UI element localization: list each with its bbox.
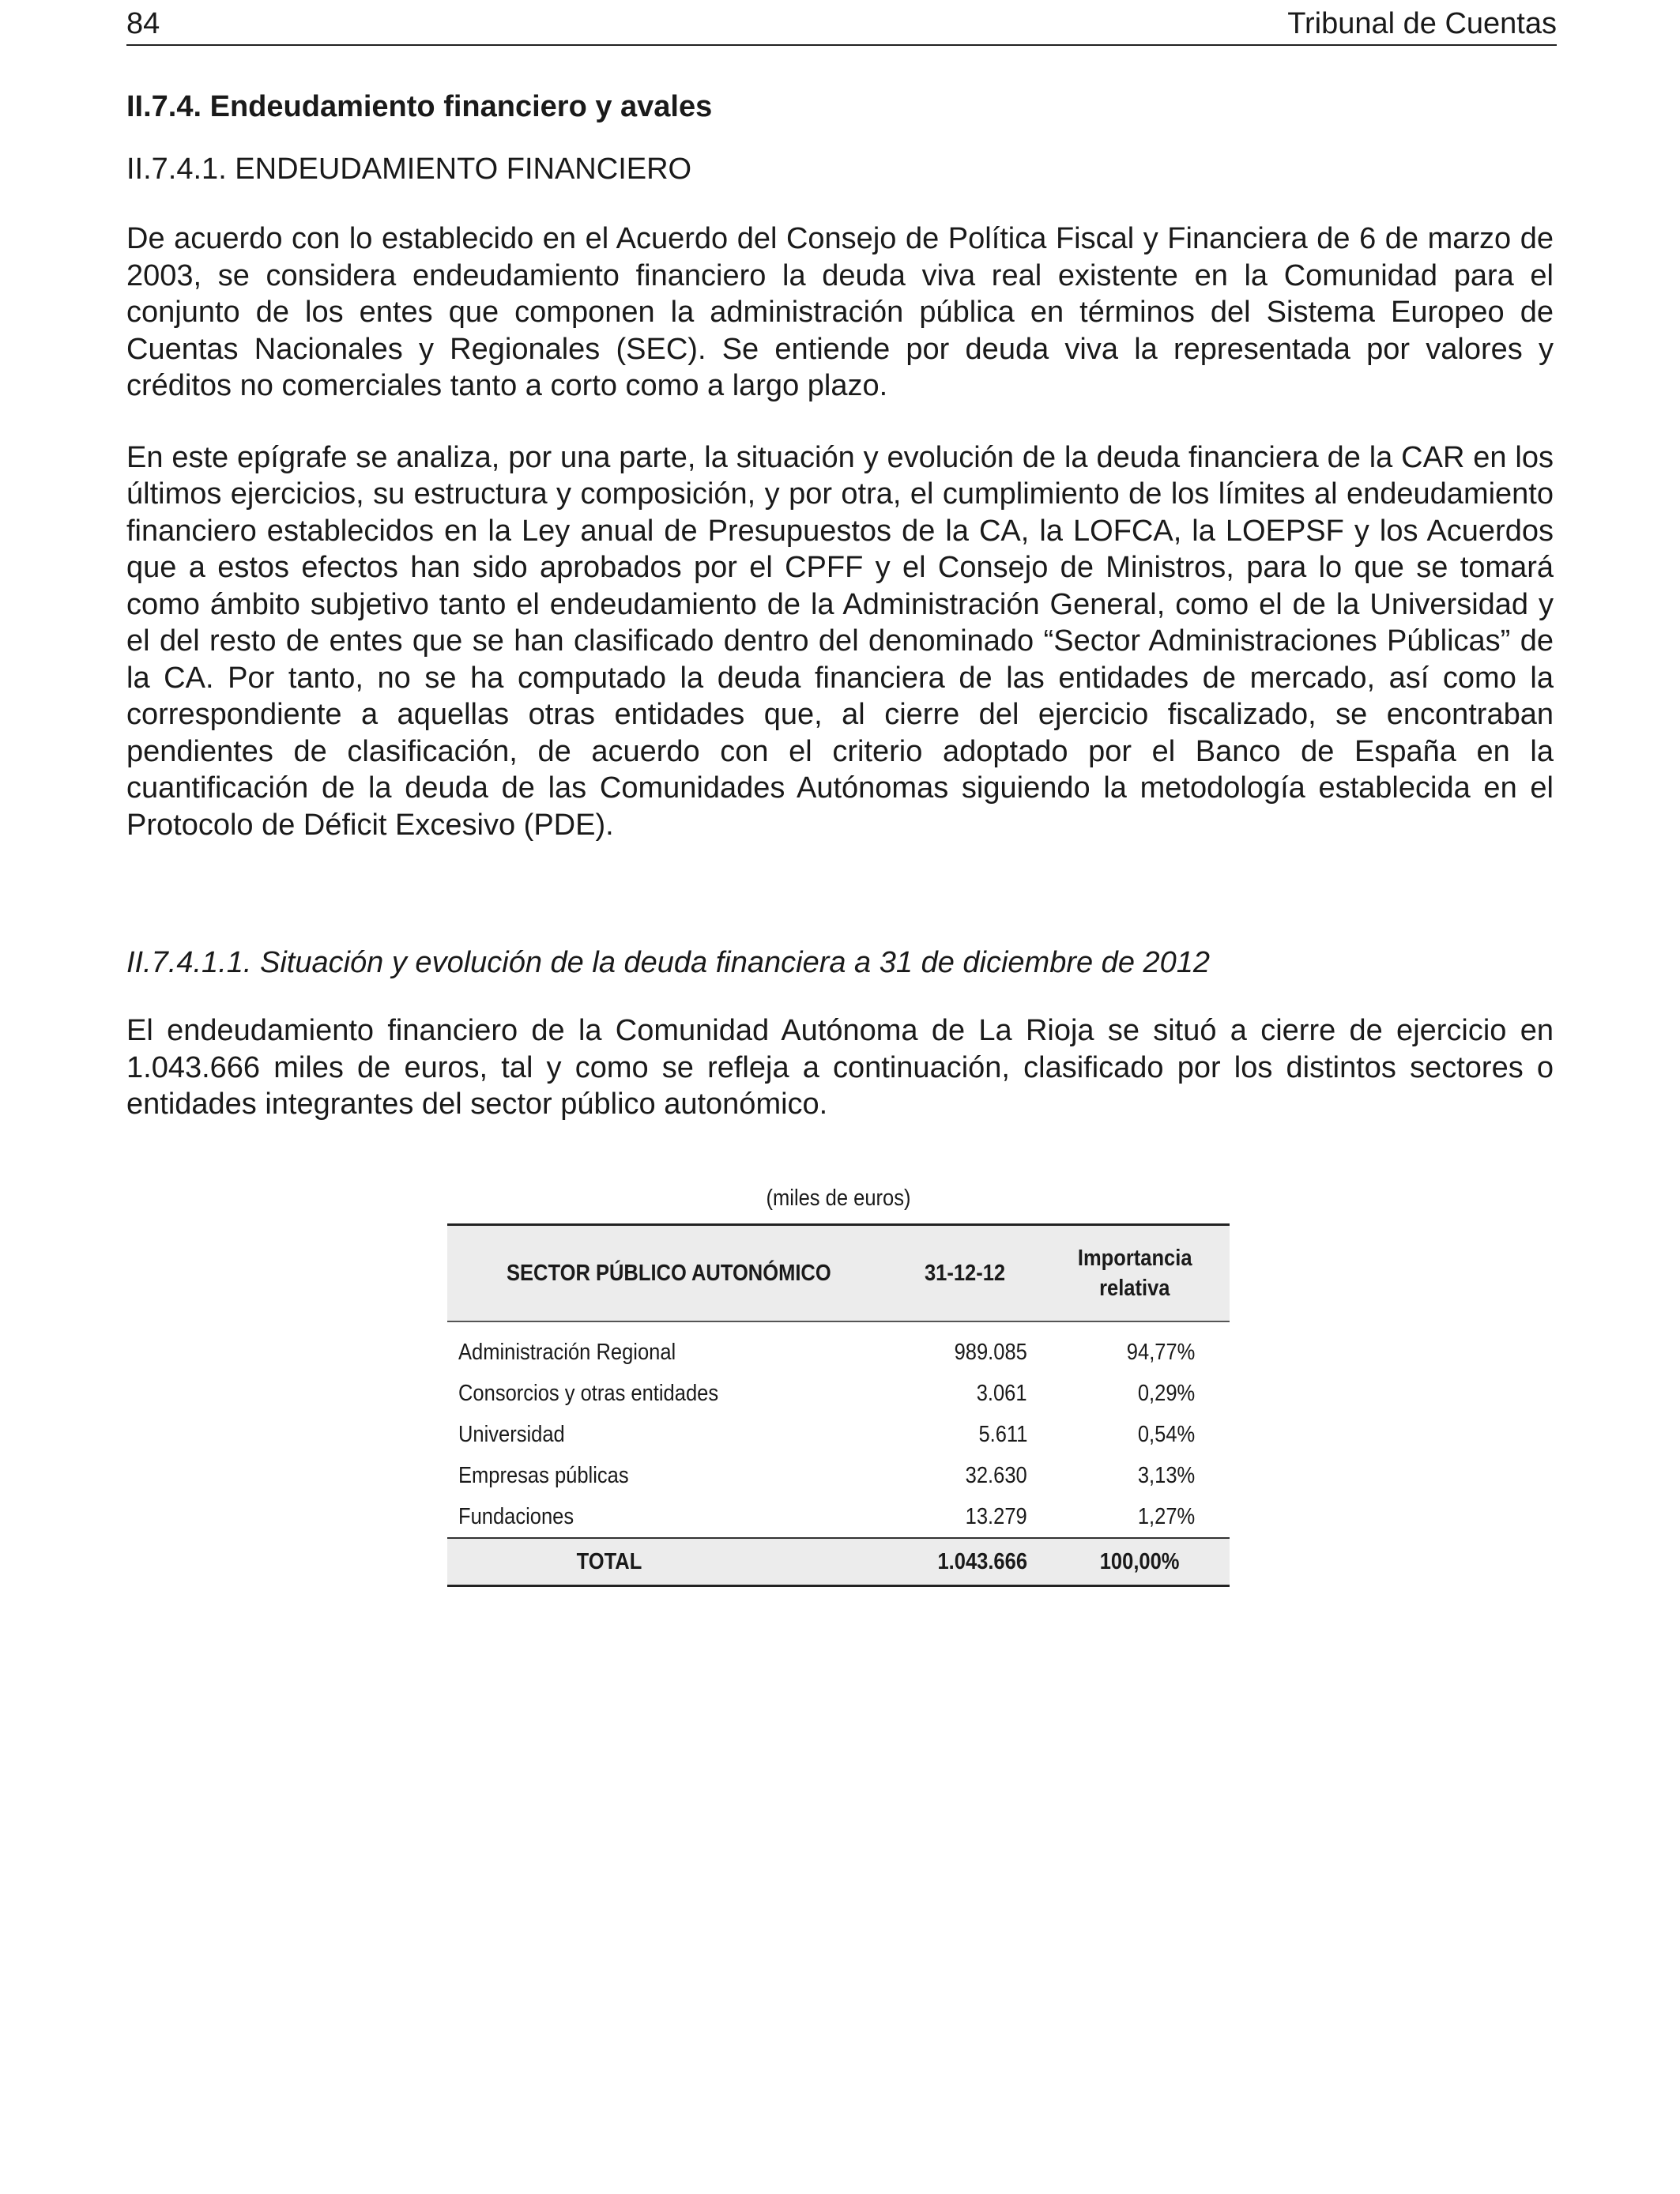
- page-header: [126, 5, 1557, 46]
- header-date: 31-12-12: [924, 1261, 1006, 1286]
- row-value: 989.085: [954, 1340, 1027, 1365]
- subsection-title: II.7.4.1. ENDEUDAMIENTO FINANCIERO: [126, 153, 692, 186]
- row-value: 32.630: [965, 1463, 1027, 1488]
- row-sector: Consorcios y otras entidades: [458, 1381, 719, 1406]
- paragraph-definition: De acuerdo con lo establecido en el Acuerdo del Consejo de Política Fiscal y Financiera de 6 de marzo de 2003, se considera endeudamiento financiero la deuda viva real existente en la Comunidad para el conjunto de los entes que componen la administración pública en términos del Sistema Europeo de Cuentas Nacionales y Regionales (SEC). Se entiende por deuda viva la representada por valores y créditos no comerciales tanto a corto como a largo plazo.: [126, 222, 1554, 402]
- row-pct: 1,27%: [1137, 1504, 1195, 1529]
- table-total-row: [447, 1538, 1230, 1586]
- publisher-name: Tribunal de Cuentas: [1287, 7, 1557, 40]
- row-pct: 0,29%: [1137, 1381, 1195, 1406]
- subsubsection-title: II.7.4.1.1. Situación y evolución de la deuda financiera a 31 de diciembre de 2012: [126, 946, 1211, 979]
- row-pct: 0,54%: [1137, 1422, 1195, 1447]
- debt-table-container: [447, 1184, 1230, 1587]
- row-sector: Administración Regional: [458, 1340, 676, 1365]
- row-sector: Empresas públicas: [458, 1463, 629, 1488]
- total-pct: 100,00%: [1099, 1549, 1179, 1574]
- row-value: 13.279: [965, 1504, 1027, 1529]
- table-row: [447, 1414, 1230, 1455]
- row-pct: 3,13%: [1137, 1463, 1195, 1488]
- table-units: (miles de euros): [766, 1186, 911, 1211]
- row-sector: Fundaciones: [458, 1504, 574, 1529]
- paragraph-intro: El endeudamiento financiero de la Comunidad Autónoma de La Rioja se situó a cierre de ejercicio en 1.043.666 miles de euros, tal y como se refleja a continuación, clasificado por los distintos sectores o entidades integrantes del sector público autonómico.: [126, 1014, 1554, 1121]
- table-row: [447, 1373, 1230, 1414]
- total-label: TOTAL: [576, 1549, 642, 1574]
- total-value: 1.043.666: [937, 1549, 1027, 1574]
- paragraph-scope: En este epígrafe se analiza, por una parte, la situación y evolución de la deuda financiera de la CAR en los últimos ejercicios, su estructura y composición, y por otra, el cumplimiento de los límites al endeudamiento financiero establecidos en la Ley anual de Presupuestos de la CA, la LOFCA, la LOEPSF y los Acuerdos que a estos efectos han sido aprobados por el CPFF y el Consejo de Ministros, para lo que se tomará como ámbito subjetivo tanto el endeudamiento de la Administración General, como el de la Universidad y el del resto de entes que se han clasificado dentro del denominado “Sector Administraciones Públicas” de la CA. Por tanto, no se ha computado la deuda financiera de las entidades de mercado, así como la correspondiente a aquellas otras entidades que, al cierre del ejercicio fiscalizado, se encontraban pendientes de clasificación, de acuerdo con el criterio adoptado por el Banco de España en la cuantificación de la deuda de las Comunidades Autónomas siguiendo la metodología establecida en el Protocolo de Déficit Excesivo (PDE).: [126, 440, 1554, 842]
- row-value: 3.061: [977, 1381, 1027, 1406]
- section-title: II.7.4. Endeudamiento financiero y avales: [126, 90, 713, 123]
- row-value: 5.611: [978, 1422, 1027, 1447]
- row-pct: 94,77%: [1126, 1340, 1195, 1365]
- table-row: [447, 1496, 1230, 1538]
- header-sector: SECTOR PÚBLICO AUTONÓMICO: [506, 1261, 831, 1286]
- row-sector: Universidad: [458, 1422, 565, 1447]
- main-content: [126, 89, 1554, 1158]
- header-importance: Importancia relativa: [1077, 1246, 1192, 1301]
- table-header-row: [447, 1225, 1230, 1322]
- debt-table: [447, 1223, 1230, 1587]
- table-row: [447, 1321, 1230, 1373]
- table-row: [447, 1455, 1230, 1496]
- page-number: 84: [126, 7, 160, 40]
